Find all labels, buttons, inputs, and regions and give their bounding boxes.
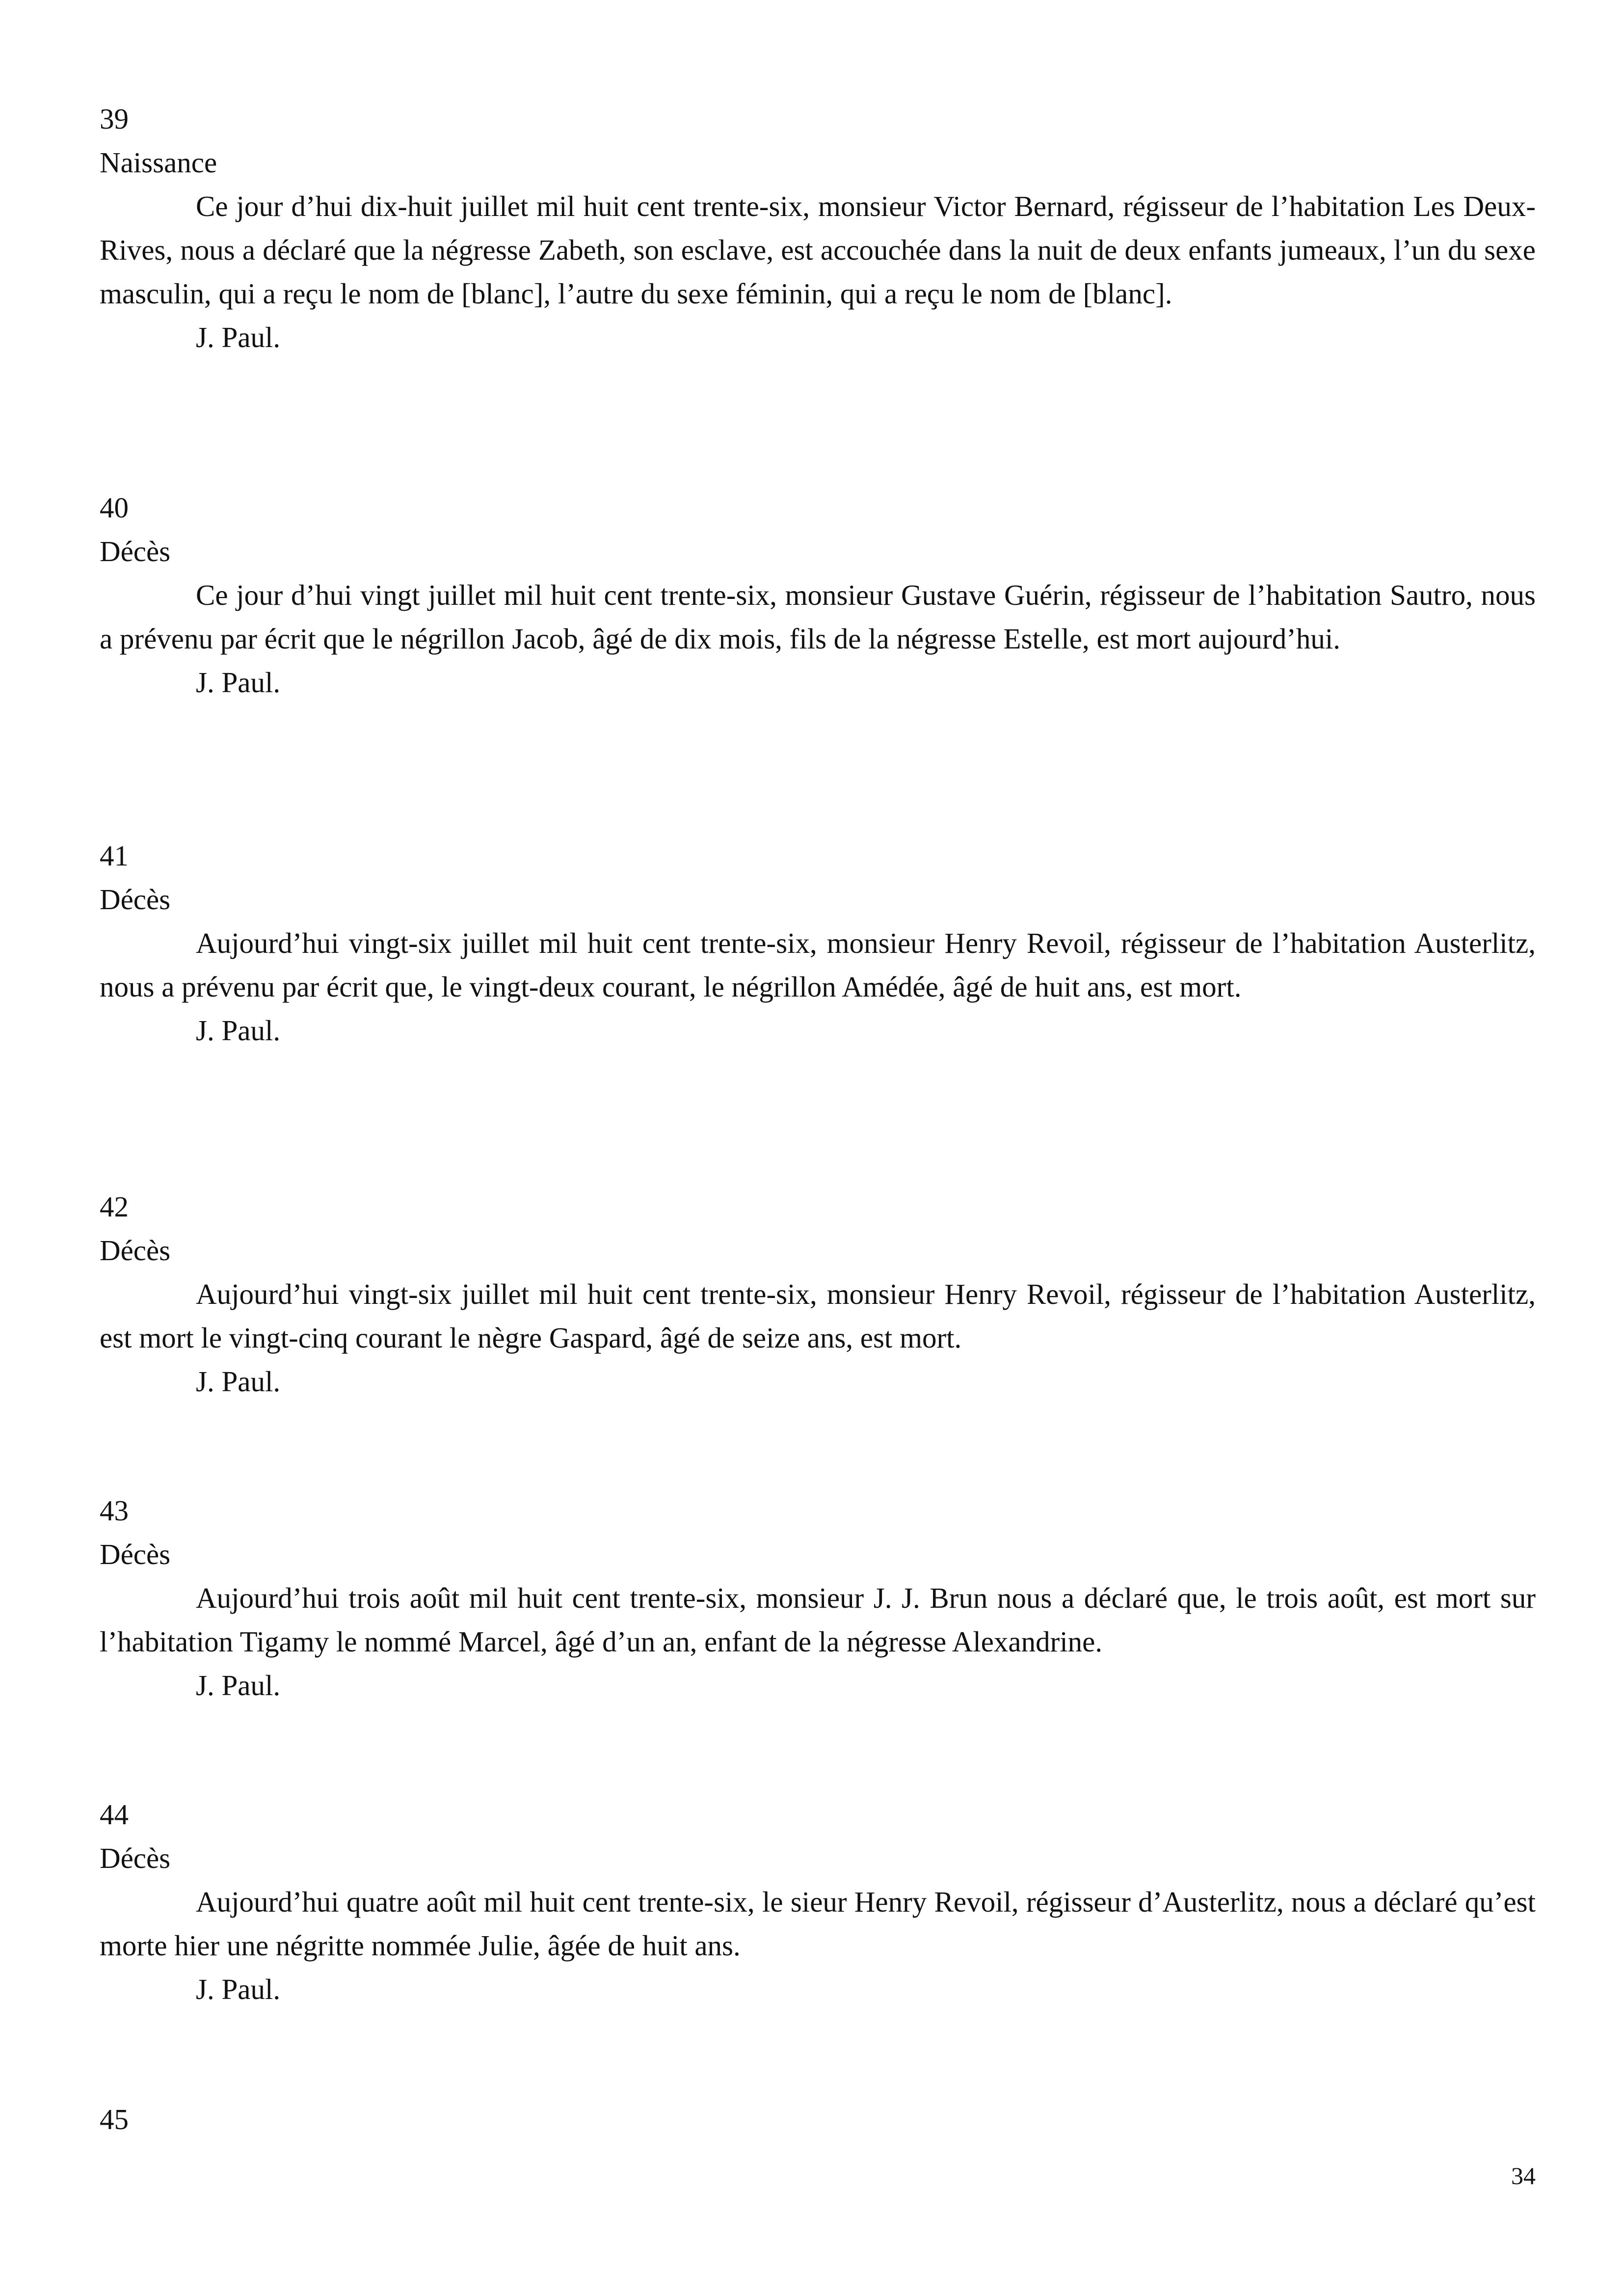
entry-number: 42 [100, 1190, 129, 1223]
register-entry [100, 1793, 1536, 2011]
register-entry [100, 486, 1536, 704]
entry-signature: J. Paul. [196, 666, 281, 699]
entry-signature: J. Paul. [196, 321, 281, 353]
entry-type: Naissance [100, 146, 217, 179]
register-entry [100, 1185, 1536, 1404]
register-entry [100, 834, 1536, 1053]
entry-text: Aujourd’hui quatre août mil huit cent trente-six, le sieur Henry Revoil, régisseur d’Austerlitz, nous a déclaré qu’est morte hier une négritte nommée Julie, âgée de huit ans. [100, 1886, 1536, 1962]
entry-number: 45 [100, 2103, 129, 2135]
entry-signature: J. Paul. [196, 1365, 281, 1398]
entry-type: Décès [100, 1842, 171, 1874]
entry-text: Aujourd’hui vingt-six juillet mil huit cent trente-six, monsieur Henry Revoil, régisseur de l’habitation Austerlitz, nous a prévenu par écrit que, le vingt-deux courant, le négrillon Amédée, âgé de huit ans, est mort. [100, 927, 1536, 1003]
entry-type: Décès [100, 535, 171, 567]
entry-number: 41 [100, 839, 129, 872]
entry-type: Décès [100, 883, 171, 916]
entry-number: 44 [100, 1798, 129, 1831]
entry-signature: J. Paul. [196, 1973, 281, 2005]
entry-number: 40 [100, 491, 129, 524]
register-entry [100, 2098, 1536, 2141]
register-entry [100, 1489, 1536, 1707]
register-entry [100, 97, 1536, 359]
entry-signature: J. Paul. [196, 1014, 281, 1047]
entry-text: Ce jour d’hui dix-huit juillet mil huit cent trente-six, monsieur Victor Bernard, régisseur de l’habitation Les Deux-Rives, nous a déclaré que la négresse Zabeth, son esclave, est accouchée dans la nuit de deux enfants jumeaux, l’un du sexe masculin, qui a reçu le nom de [blanc], l’autre du sexe féminin, qui a reçu le nom de [blanc]. [100, 190, 1536, 310]
entry-number: 43 [100, 1494, 129, 1527]
entry-text: Ce jour d’hui vingt juillet mil huit cent trente-six, monsieur Gustave Guérin, régisseur de l’habitation Sautro, nous a prévenu par écrit que le négrillon Jacob, âgé de dix mois, fils de la négresse Estelle, est mort aujourd’hui. [100, 579, 1536, 655]
entry-type: Décès [100, 1234, 171, 1267]
entry-number: 39 [100, 103, 129, 135]
entry-text: Aujourd’hui trois août mil huit cent trente-six, monsieur J. J. Brun nous a déclaré que, le trois août, est mort sur l’habitation Tigamy le nommé Marcel, âgé d’un an, enfant de la négresse Alexandrine. [100, 1582, 1536, 1658]
entry-signature: J. Paul. [196, 1669, 281, 1702]
page-number: 34 [1511, 2162, 1536, 2189]
entry-text: Aujourd’hui vingt-six juillet mil huit cent trente-six, monsieur Henry Revoil, régisseur de l’habitation Austerlitz, est mort le vingt-cinq courant le nègre Gaspard, âgé de seize ans, est mort. [100, 1278, 1536, 1354]
entry-type: Décès [100, 1538, 171, 1570]
